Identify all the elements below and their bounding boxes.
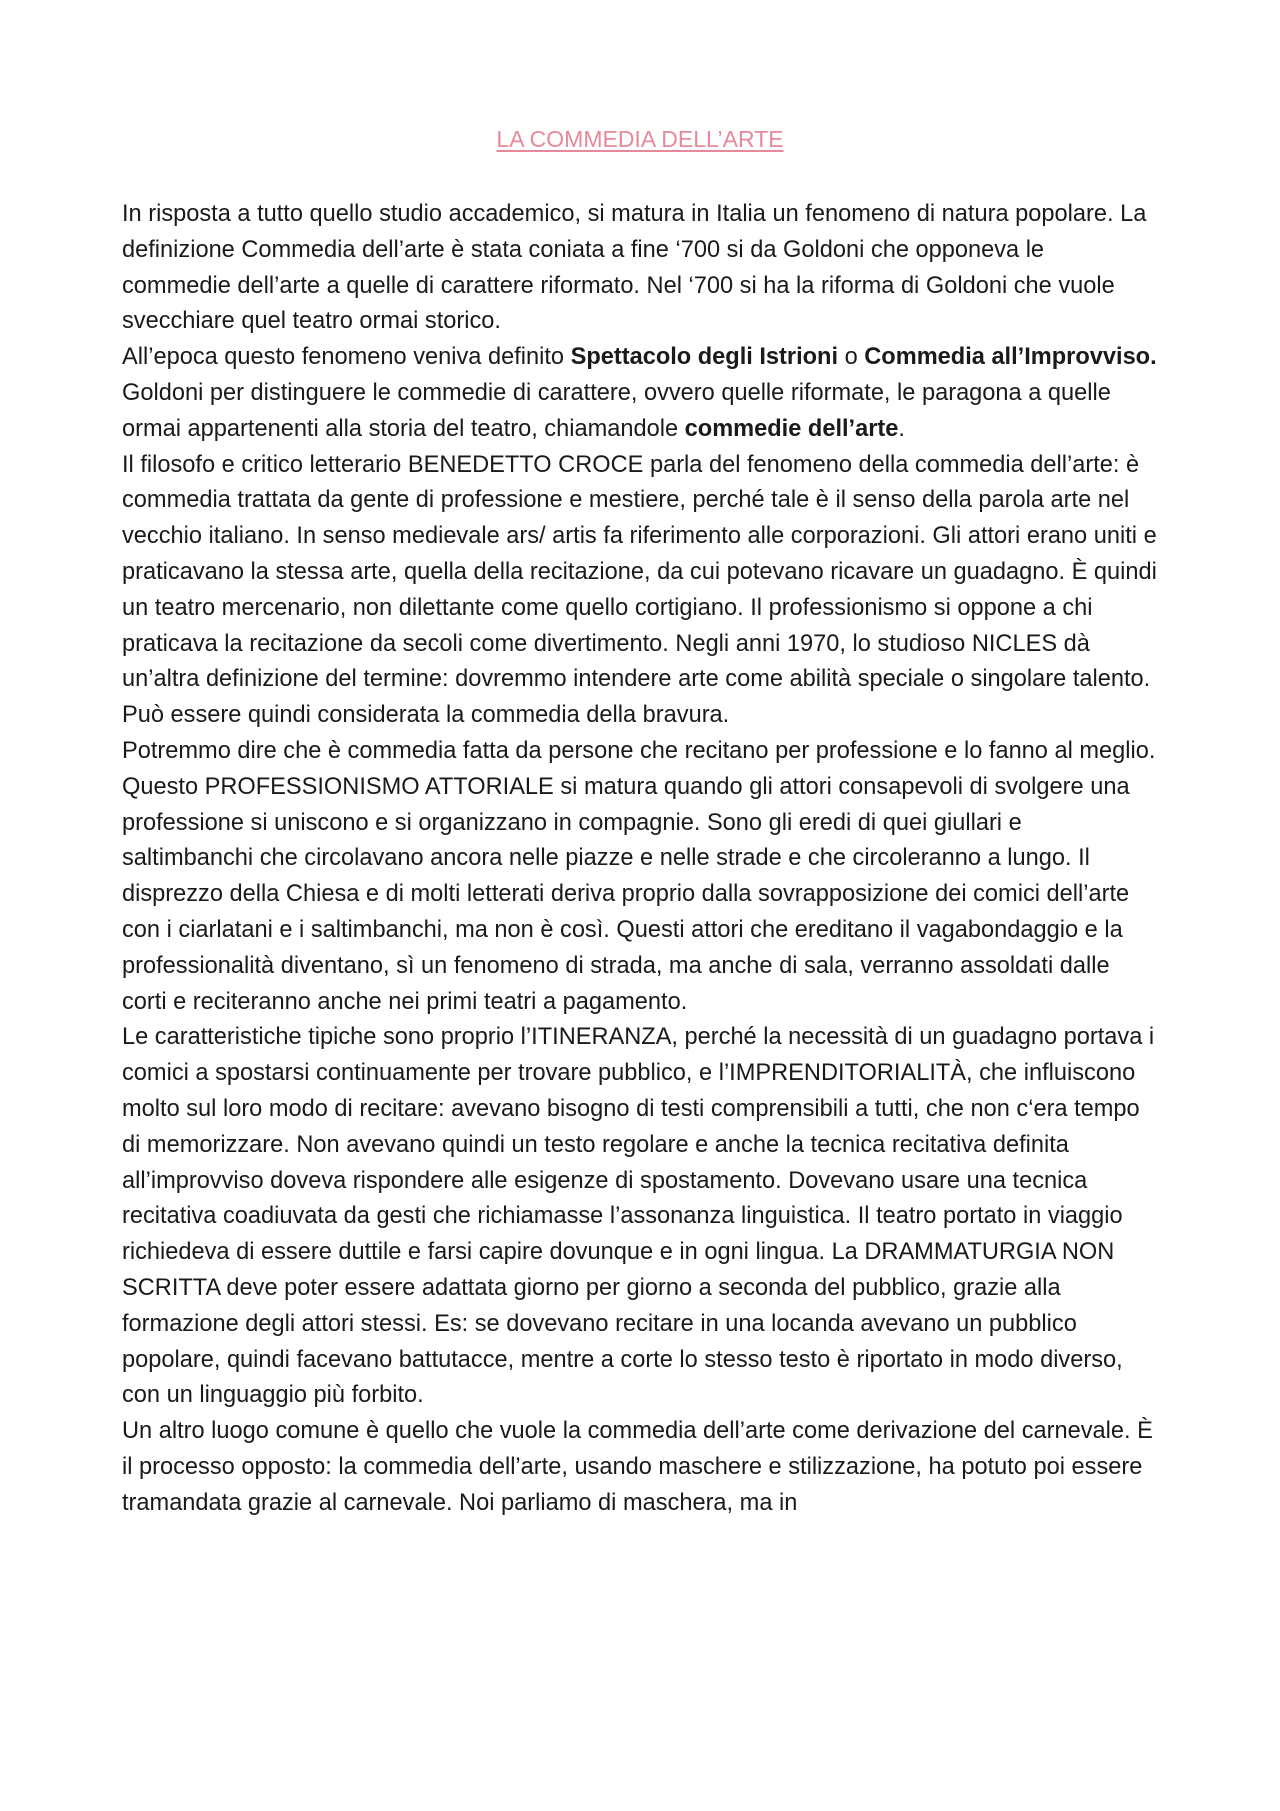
document-body — [122, 197, 1158, 1521]
paragraph — [122, 340, 1158, 376]
bold-text: commedie dell’arte — [684, 415, 899, 442]
paragraph — [122, 448, 1158, 734]
text-segment: Potremmo dire che è commedia fatta da persone che recitano per professione e lo fanno al meglio. Questo PROFESSIONISMO ATTORIALE si matura quando gli attori consapevoli di svolgere una professione si uniscono e si organizzano in compagnie. Sono gli eredi di quei giullari e saltimbanchi che circolavano ancora nelle piazze e nelle strade e che circoleranno a lungo. Il disprezzo della Chiesa e di molti letterati deriva proprio dalla sovrapposizione dei comici dell’arte con i ciarlatani e i saltimbanchi, ma non è così. Questi attori che ereditano il vagabondaggio e la professionalità diventano, sì un fenomeno di strada, ma anche di sala, verranno assoldati dalle corti e reciteranno anche nei primi teatri a pagamento. — [122, 737, 1156, 1015]
bold-text: Commedia all’Improvviso. — [864, 344, 1157, 371]
paragraph — [122, 734, 1158, 1020]
text-segment: Il filosofo e critico letterario BENEDETTO CROCE parla del fenomeno della commedia dell’arte: è commedia trattata da gente di professione e mestiere, perché tale è il senso della parola arte nel vecchio italiano. In senso medievale ars/ artis fa riferimento alle corporazioni. Gli attori erano uniti e praticavano la stessa arte, quella della recitazione, da cui potevano ricavare un guadagno. È quindi un teatro mercenario, non dilettante come quello cortigiano. Il professionismo si oppone a chi praticava la recitazione da secoli come divertimento. Negli anni 1970, lo studioso NICLES dà un’altra definizione del termine: dovremmo intendere arte come abilità speciale o singolare talento. Può essere quindi considerata la commedia della bravura. — [122, 451, 1157, 729]
paragraph — [122, 376, 1158, 448]
text-segment: In risposta a tutto quello studio accademico, si matura in Italia un fenomeno di natura popolare. La definizione Commedia dell’arte è stata coniata a fine ‘700 si da Goldoni che opponeva le commedie dell’arte a quelle di carattere riformato. Nel ‘700 si ha la riforma di Goldoni che vuole svecchiare quel teatro ormai storico. — [122, 201, 1147, 335]
paragraph — [122, 1020, 1158, 1414]
text-segment: All’epoca questo fenomeno veniva definito — [122, 344, 571, 371]
bold-text: Spettacolo degli Istrioni — [570, 344, 839, 371]
paragraph — [122, 197, 1158, 340]
text-segment: . — [898, 415, 905, 442]
text-segment: Un altro luogo comune è quello che vuole la commedia dell’arte come derivazione del carnevale. È il processo opposto: la commedia dell’arte, usando maschere e stilizzazione, ha potuto poi essere tramandata grazie al carnevale. Noi parliamo di maschera, ma in — [122, 1418, 1153, 1516]
text-segment: Le caratteristiche tipiche sono proprio l’ITINERANZA, perché la necessità di un guadagno portava i comici a spostarsi continuamente per trovare pubblico, e l’IMPRENDITORIALITÀ, che influiscono molto sul loro modo di recitare: avevano bisogno di testi comprensibili a tutti, che non c‘era tempo di memorizzare. Non avevano quindi un testo regolare e anche la tecnica recitativa definita all’improvviso doveva rispondere alle esigenze di spostamento. Dovevano usare una tecnica recitativa coadiuvata da gesti che richiamasse l’assonanza linguistica. Il teatro portato in viaggio richiedeva di essere duttile e farsi capire dovunque e in ogni lingua. La DRAMMATURGIA NON SCRITTA deve poter essere adattata giorno per giorno a seconda del pubblico, grazie alla formazione degli attori stessi. Es: se dovevano recitare in una locanda avevano un pubblico popolare, quindi facevano battutacce, mentre a corte lo stesso testo è riportato in modo diverso, con un linguaggio più forbito. — [122, 1024, 1155, 1409]
paragraph — [122, 1414, 1158, 1521]
text-segment: o — [838, 344, 865, 371]
page-title: LA COMMEDIA DELL’ARTE — [496, 126, 784, 152]
text-segment: Goldoni per distinguere le commedie di carattere, ovvero quelle riformate, le paragona a quelle ormai appartenenti alla storia del teatro, chiamandole — [122, 379, 1111, 442]
